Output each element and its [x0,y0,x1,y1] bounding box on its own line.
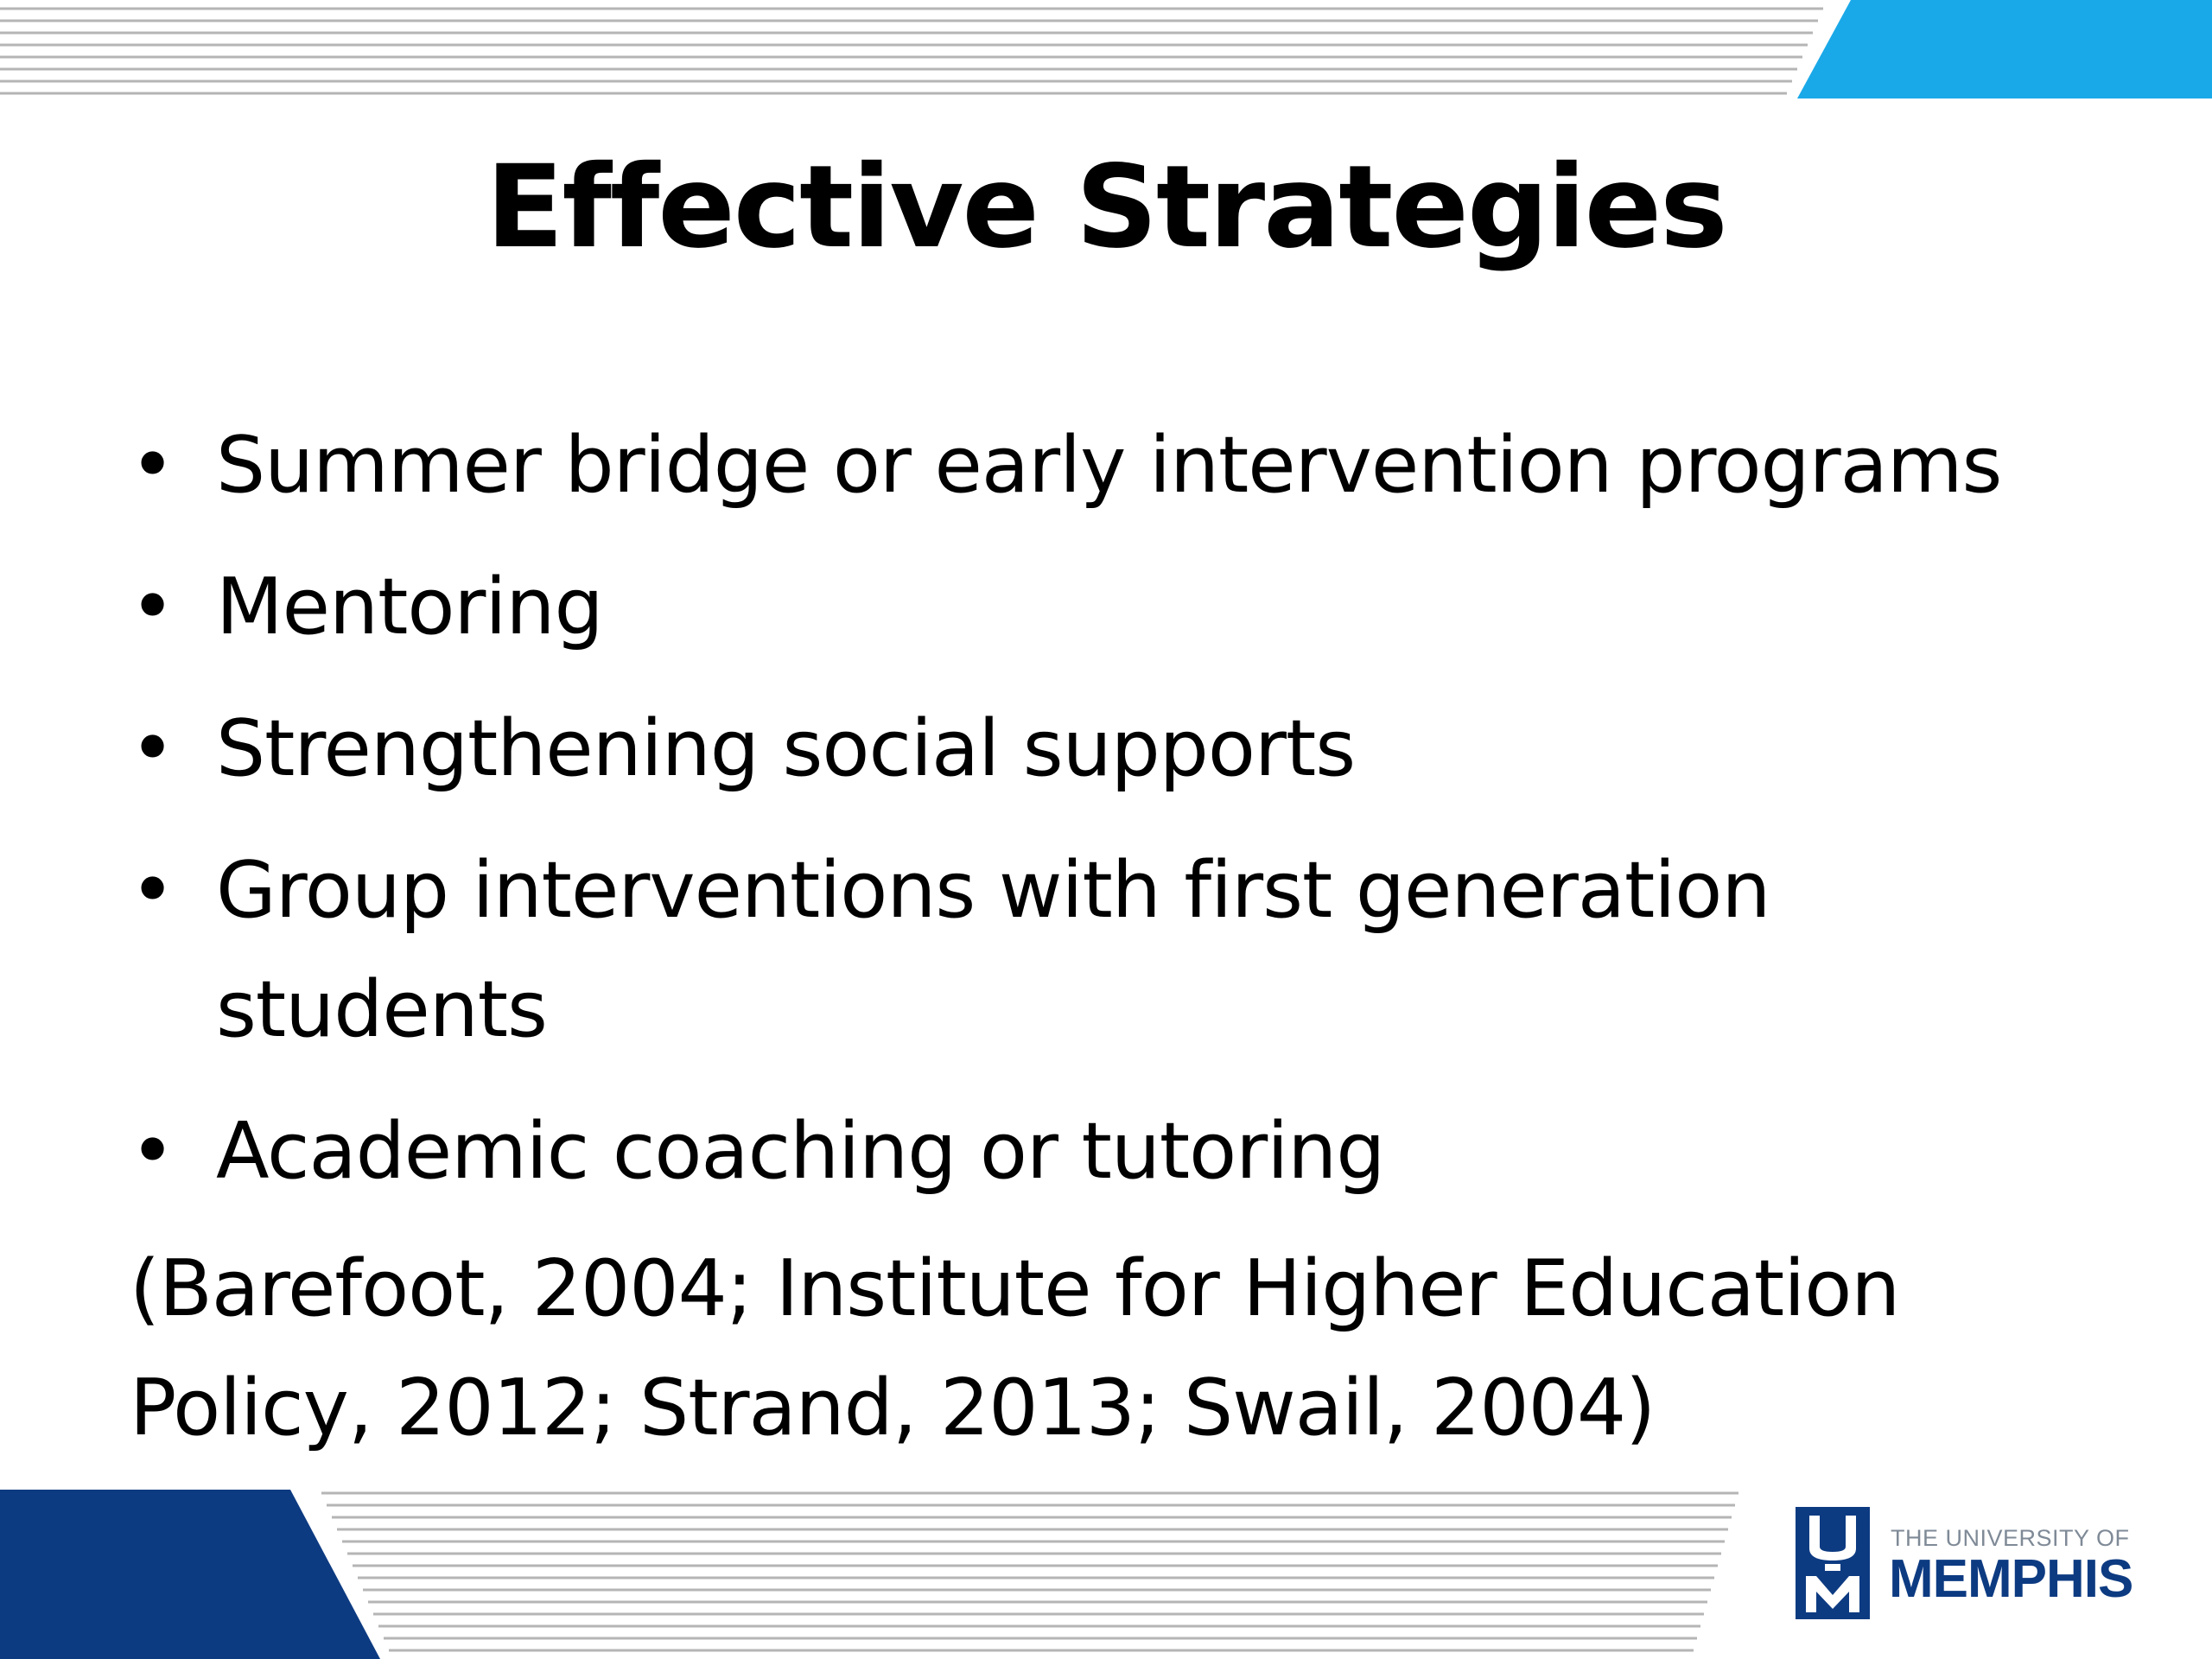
bullet-item [130,831,2117,1070]
logo-line-2: MEMPHIS [1889,1549,2133,1609]
bullet-text: Academic coaching or tutoring [216,1106,1385,1197]
bullet-icon: • [130,562,175,652]
bullet-text: Summer bridge or early intervention programs [216,420,2002,511]
bullet-list [130,406,2117,1234]
citation-text: (Barefoot, 2004; Institute for Higher Education Policy, 2012; Strand, 2013; Swail, 2004) [130,1243,1900,1453]
bullet-text: Mentoring [216,562,603,652]
university-logo [1796,1507,2158,1619]
bullet-item [130,406,2117,525]
bullet-item [130,690,2117,809]
bullet-icon: • [130,845,175,936]
logo-line-1: THE UNIVERSITY OF [1891,1525,2130,1551]
bullet-item [130,548,2117,667]
um-monogram-icon [1796,1507,1870,1619]
top-accent-shape [1797,0,2212,100]
bullet-item [130,1092,2117,1211]
bullet-text: Group interventions with first generation students [216,845,1770,1055]
bullet-text: Strengthening social supports [216,703,1356,794]
bullet-icon: • [130,420,175,511]
bottom-stripes-decoration [311,1483,1745,1659]
top-stripes-decoration [0,0,1832,104]
bullet-icon: • [130,1106,175,1197]
bullet-icon: • [130,703,175,794]
slide-title: Effective Strategies [486,141,1726,274]
